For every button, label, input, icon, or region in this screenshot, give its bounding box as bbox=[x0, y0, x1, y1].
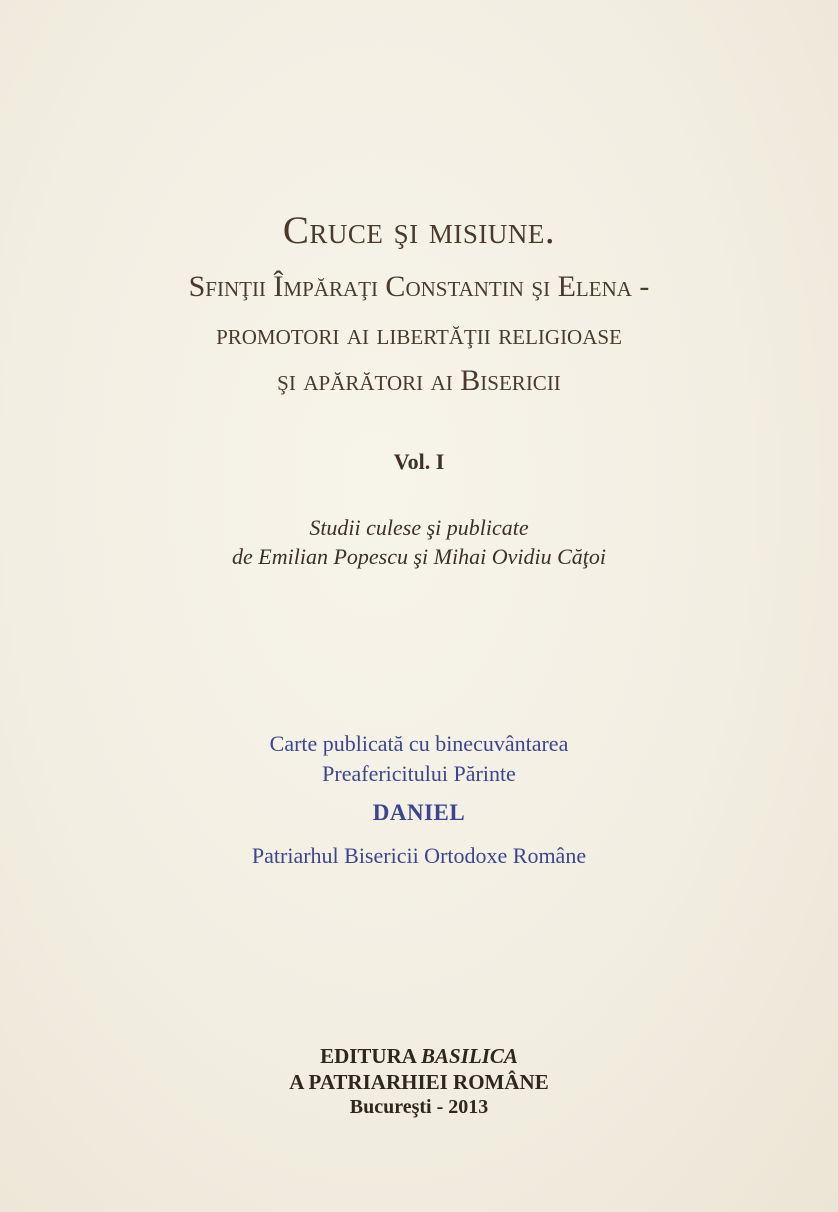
publisher-line-1 bbox=[0, 1044, 838, 1069]
book-subtitle-line-3: şi apărători ai Bisericii bbox=[277, 364, 561, 397]
publisher-place-year: Bucureşti - 2013 bbox=[349, 1096, 489, 1118]
blessing-line-1: Carte publicată cu binecuvântarea bbox=[269, 731, 569, 756]
publisher-name: BASILICA bbox=[421, 1044, 518, 1068]
book-subtitle-line-2: promotori ai libertăţii religioase bbox=[216, 318, 622, 351]
volume-label: Vol. I bbox=[393, 449, 445, 474]
editors-line-2: de Emilian Popescu şi Mihai Ovidiu Căţoi bbox=[232, 544, 606, 569]
blessing-line-2: Preafericitului Părinte bbox=[322, 761, 516, 786]
patriarch-name: DANIEL bbox=[372, 800, 466, 825]
publisher-label: EDITURA bbox=[320, 1044, 416, 1068]
editors-line-1: Studii culese şi publicate bbox=[309, 515, 529, 540]
publisher-line-2: A PATRIARHIEI ROMÂNE bbox=[289, 1070, 549, 1094]
blessing-line-3: Patriarhul Bisericii Ortodoxe Române bbox=[251, 843, 587, 868]
book-title: Cruce şi misiune. bbox=[282, 209, 556, 252]
book-subtitle-line-1: Sfinţii Împăraţi Constantin şi Elena - bbox=[188, 270, 650, 303]
